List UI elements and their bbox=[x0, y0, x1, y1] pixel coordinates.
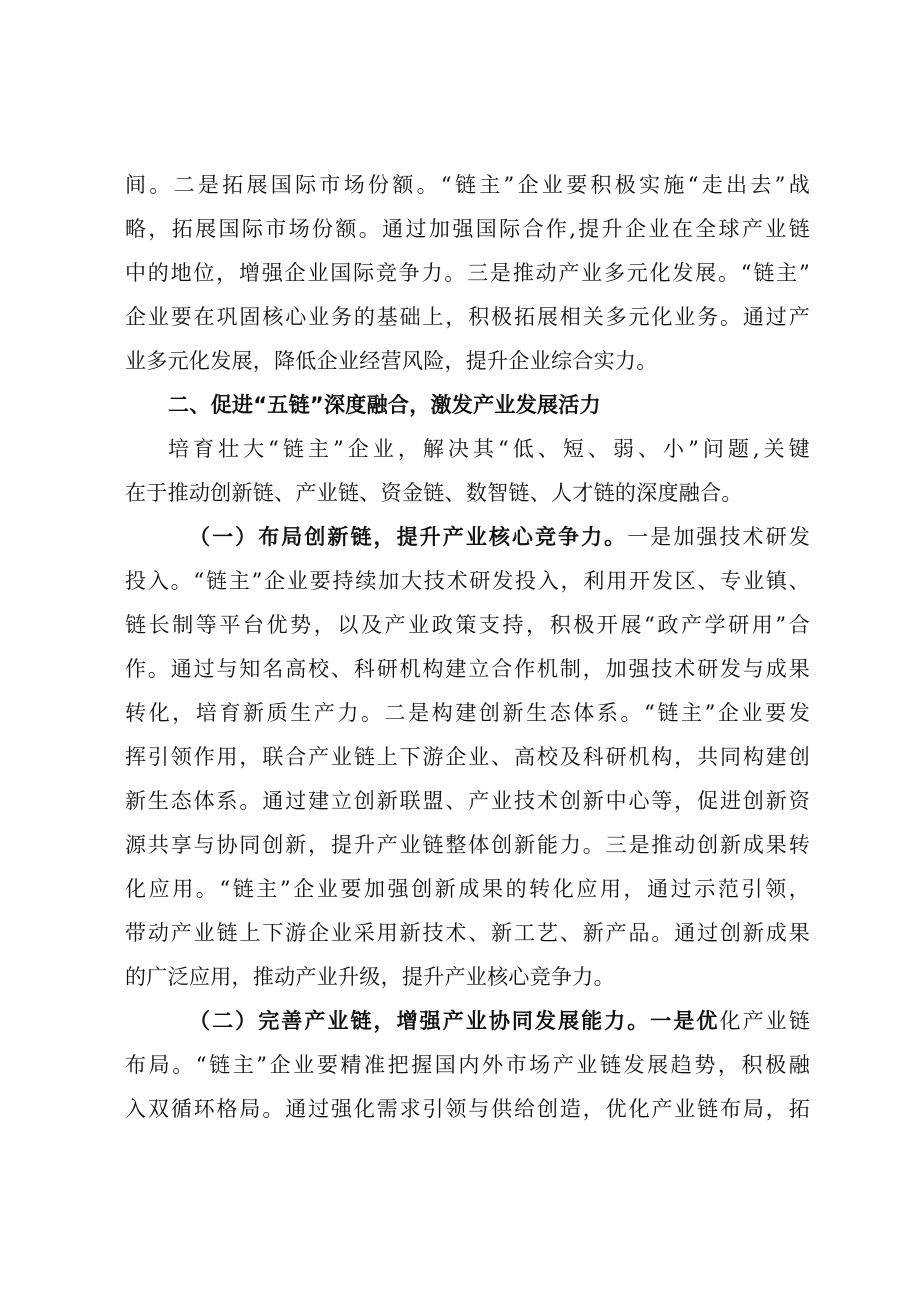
subsection-title: （一）布局创新链，提升产业核心竞争力。 bbox=[189, 525, 628, 549]
paragraph-line: 投入。“链主”企业要持续加大技术研发投入，利用开发区、专业镇、 bbox=[125, 569, 810, 593]
paragraph-text: 化产业链 bbox=[719, 1009, 810, 1033]
subsection-title: （二）完善产业链，增强产业协同发展能力。一是优 bbox=[189, 1009, 720, 1033]
paragraph-line: 入双循环格局。通过强化需求引领与供给创造，优化产业链布局，拓 bbox=[125, 1097, 810, 1121]
paragraph-line: 作。通过与知名高校、科研机构建立合作机制，加强技术研发与成果 bbox=[125, 657, 810, 681]
section-heading: 二、促进“五链”深度融合，激发产业发展活力 bbox=[168, 393, 601, 417]
paragraph-line: 的广泛应用，推动产业升级，提升产业核心竞争力。 bbox=[125, 965, 615, 989]
paragraph-line: 链长制等平台优势，以及产业政策支持，积极开展“政产学研用”合 bbox=[125, 613, 810, 637]
paragraph-line: 新生态体系。通过建立创新联盟、产业技术创新中心等，促进创新资 bbox=[125, 789, 810, 813]
paragraph-text: 一是加强技术研发 bbox=[627, 525, 810, 549]
paragraph-line: 培育壮大“链主”企业，解决其“低、短、弱、小”问题,关键 bbox=[168, 437, 810, 461]
paragraph-line: 化应用。“链主”企业要加强创新成果的转化应用，通过示范引领， bbox=[125, 877, 810, 901]
paragraph-line: 带动产业链上下游企业采用新技术、新工艺、新产品。通过创新成果 bbox=[125, 921, 810, 945]
paragraph-line: 间。二是拓展国际市场份额。“链主”企业要积极实施“走出去”战 bbox=[125, 173, 810, 197]
paragraph-line: 在于推动创新链、产业链、资金链、数智链、人才链的深度融合。 bbox=[125, 481, 743, 505]
paragraph-line: 企业要在巩固核心业务的基础上，积极拓展相关多元化业务。通过产 bbox=[125, 305, 810, 329]
paragraph-line: 略，拓展国际市场份额。通过加强国际合作,提升企业在全球产业链 bbox=[125, 217, 810, 241]
paragraph-line: 转化，培育新质生产力。二是构建创新生态体系。“链主”企业要发 bbox=[125, 701, 810, 725]
paragraph-line: 中的地位，增强企业国际竞争力。三是推动产业多元化发展。“链主” bbox=[125, 261, 810, 285]
paragraph-line: 挥引领作用，联合产业链上下游企业、高校及科研机构，共同构建创 bbox=[125, 745, 810, 769]
subsection-first-line bbox=[189, 522, 810, 552]
paragraph-line: 布局。“链主”企业要精准把握国内外市场产业链发展趋势，积极融 bbox=[125, 1053, 810, 1077]
paragraph-line: 业多元化发展，降低企业经营风险，提升企业综合实力。 bbox=[125, 349, 658, 373]
paragraph-line: 源共享与协同创新，提升产业链整体创新能力。三是推动创新成果转 bbox=[125, 833, 810, 857]
subsection-first-line bbox=[189, 1006, 810, 1036]
